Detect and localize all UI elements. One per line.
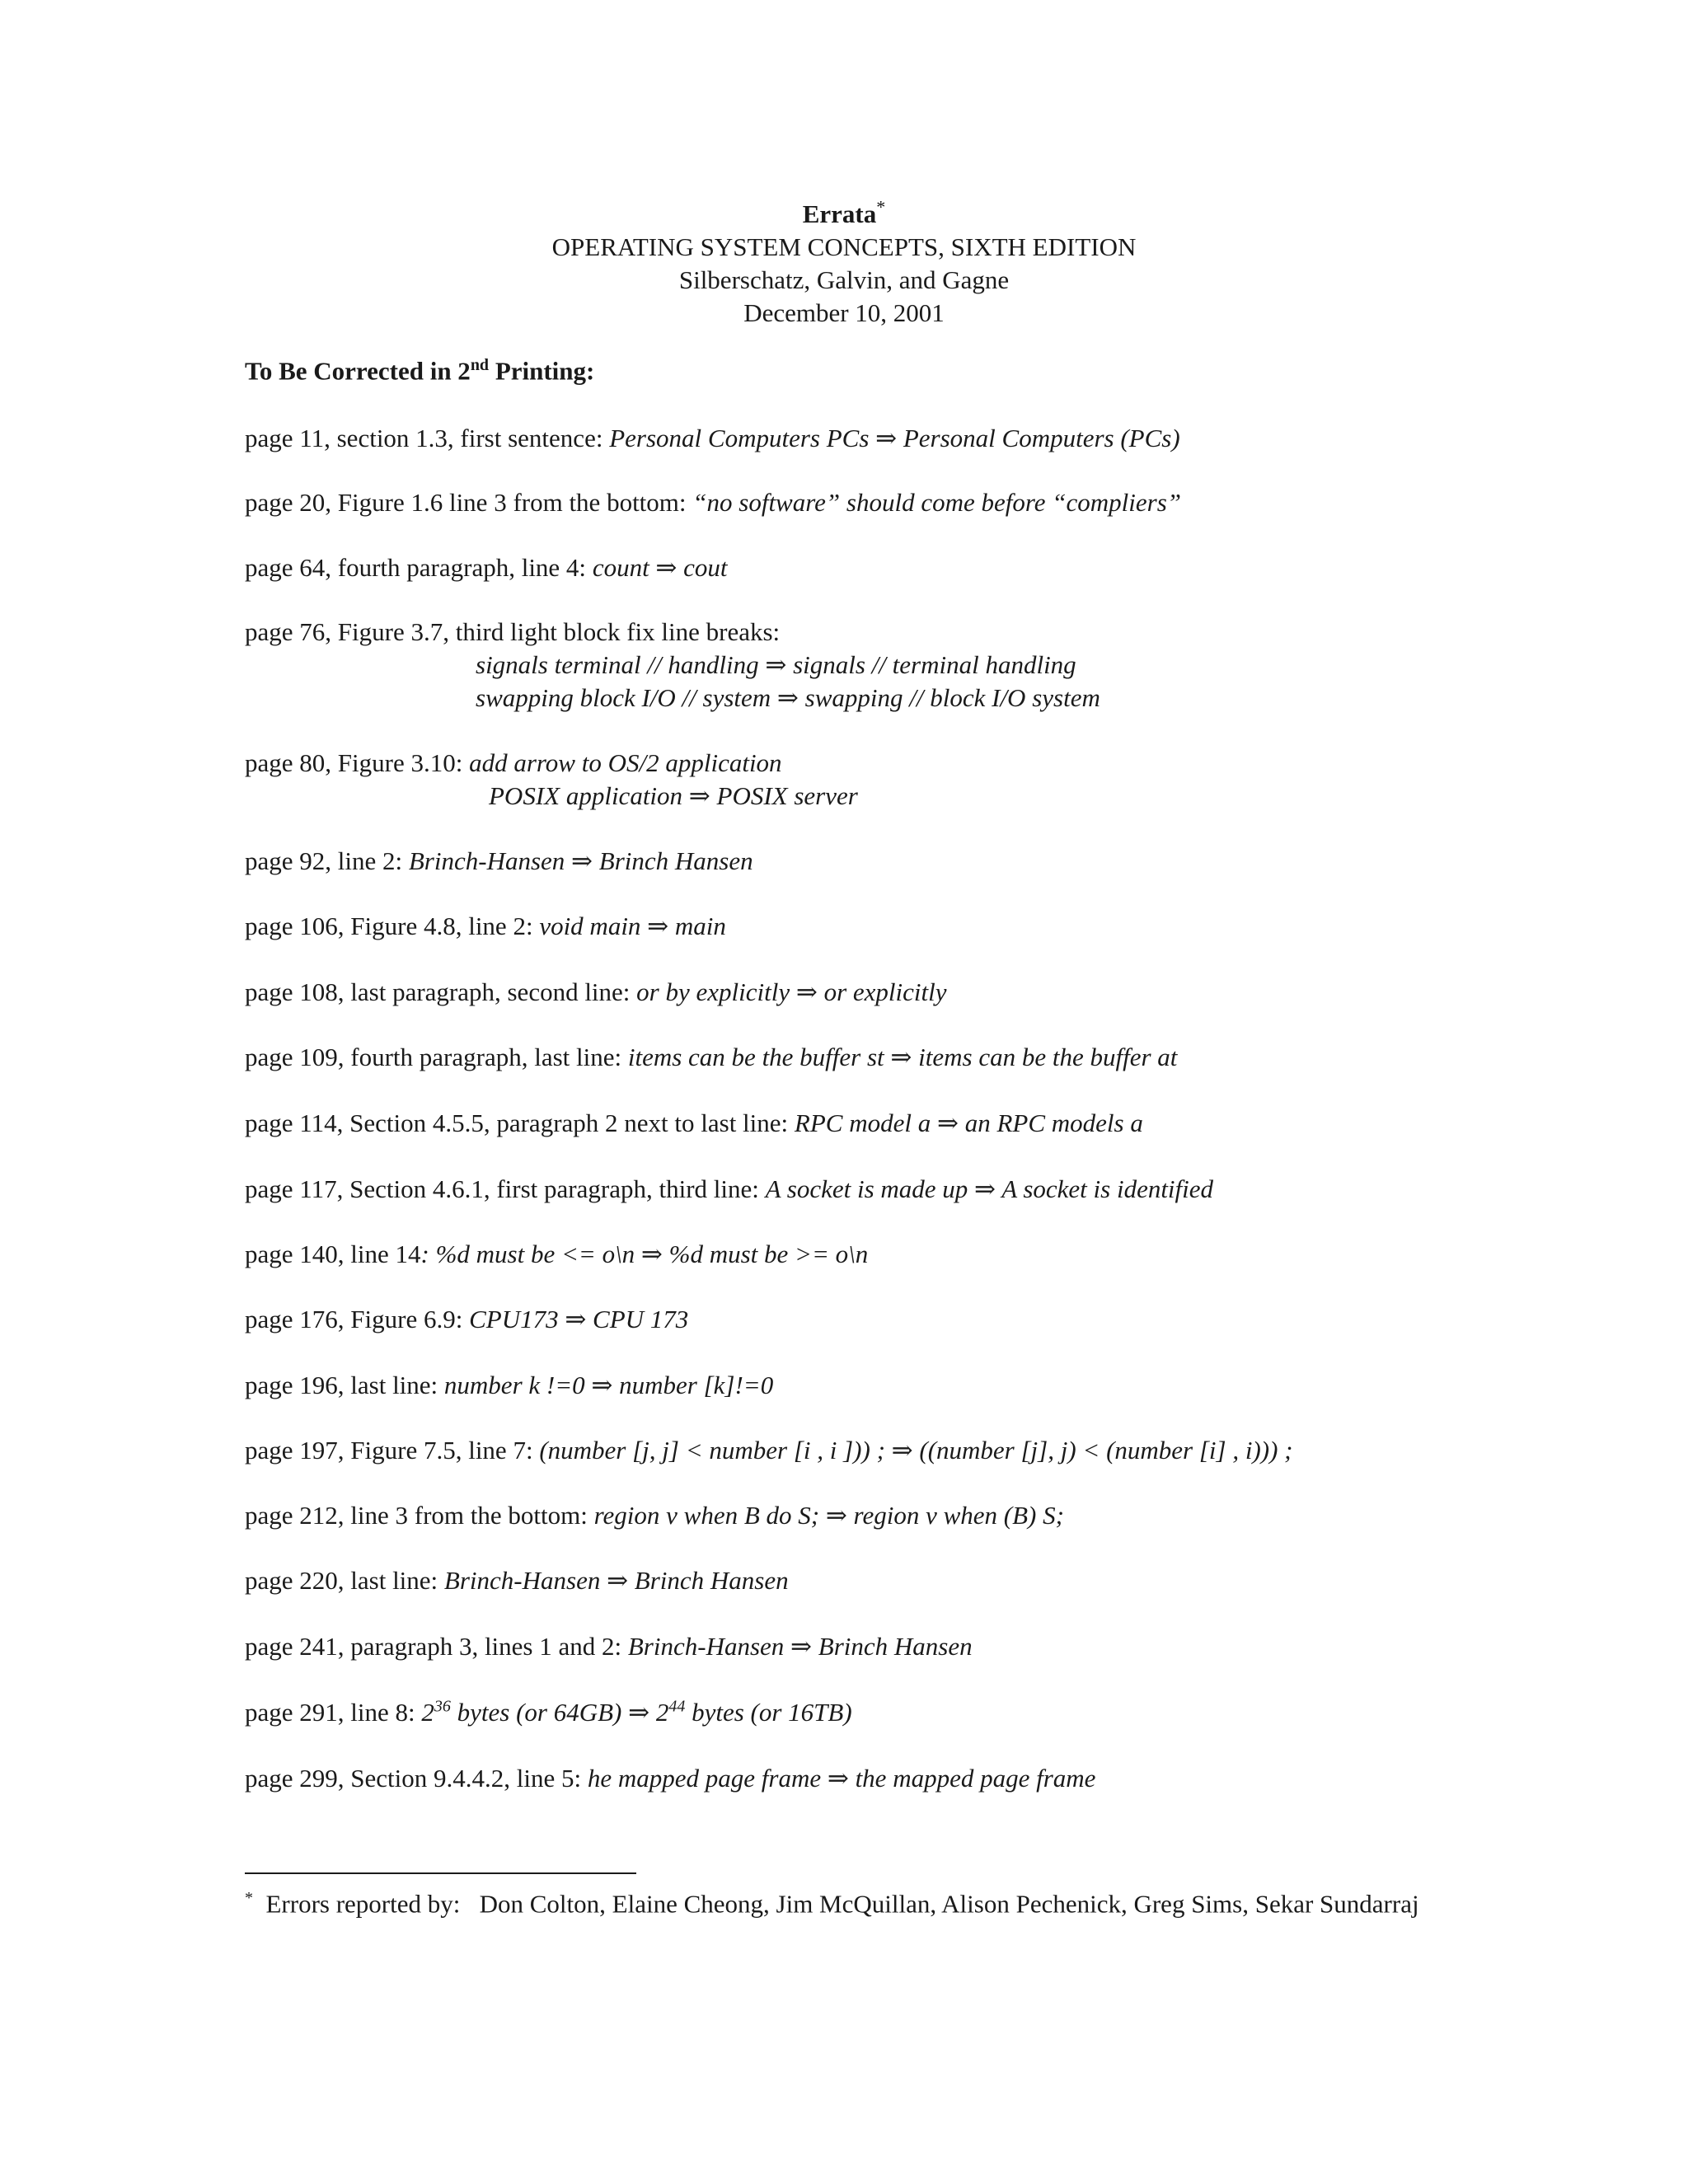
- errata-entry: page 241, paragraph 3, lines 1 and 2: Brinch-Hansen ⇒ Brinch Hansen: [245, 1632, 973, 1661]
- date: December 10, 2001: [743, 298, 945, 327]
- errata-entry: page 176, Figure 6.9: CPU173 ⇒ CPU 173: [245, 1305, 689, 1333]
- errata-entry: page 117, Section 4.6.1, first paragraph, third line: A socket is made up ⇒ A socket is identified: [245, 1174, 1214, 1203]
- errata-entry: page 11, section 1.3, first sentence: Personal Computers PCs ⇒ Personal Computers (PCs): [245, 424, 1180, 452]
- errata-entry: page 140, line 14: %d must be <= o\n ⇒ %d must be >= o\n: [245, 1240, 869, 1268]
- footnote-mark: *: [876, 196, 886, 218]
- errata-entry: page 76, Figure 3.7, third light block fix line breaks: signals terminal // handling ⇒ signals // terminal handling swapping block I/O // system ⇒ swapping // block I/O system: [245, 617, 1100, 712]
- errata-entry: page 197, Figure 7.5, line 7: (number [j, j] < number [i , i ])) ; ⇒ ((number [j], j) < (number [i] , i))) ;: [245, 1436, 1293, 1465]
- errata-entry: page 64, fourth paragraph, line 4: count ⇒ cout: [245, 553, 728, 582]
- footnote: * Errors reported by: Don Colton, Elaine Cheong, Jim McQuillan, Alison Pechenick, Greg Sims, Sekar Sundarraj: [245, 1889, 1419, 1919]
- errata-entry: page 220, last line: Brinch-Hansen ⇒ Brinch Hansen: [245, 1566, 789, 1595]
- footnote-divider: [245, 1872, 636, 1874]
- authors: Silberschatz, Galvin, and Gagne: [678, 265, 1010, 294]
- errata-entry: page 92, line 2: Brinch-Hansen ⇒ Brinch Hansen: [245, 846, 753, 875]
- errata-title: Errata*: [802, 196, 886, 228]
- errata-entry: page 80, Figure 3.10: add arrow to OS/2 application POSIX application ⇒ POSIX server: [245, 748, 858, 810]
- errata-entry: page 212, line 3 from the bottom: region v when B do S; ⇒ region v when (B) S;: [245, 1501, 1064, 1530]
- book-title: OPERATING SYSTEM CONCEPTS, SIXTH EDITION: [551, 232, 1137, 261]
- errata-entry: page 106, Figure 4.8, line 2: void main ⇒ main: [245, 912, 726, 940]
- errata-entry: page 114, Section 4.5.5, paragraph 2 next to last line: RPC model a ⇒ an RPC models a: [245, 1108, 1143, 1137]
- errata-entry: page 109, fourth paragraph, last line: items can be the buffer st ⇒ items can be the buffer at: [245, 1043, 1178, 1071]
- errata-entry: page 291, line 8: $2^{36}$ bytes (or 64GB) ⇒ $2^{44}$ bytes (or 16TB): [245, 1697, 852, 1727]
- document-header: [0, 198, 1688, 330]
- errata-entry: page 299, Section 9.4.4.2, line 5: he mapped page frame ⇒ the mapped page frame: [245, 1764, 1096, 1793]
- errata-entry: page 20, Figure 1.6 line 3 from the bottom: “no software” should come before “compliers”: [245, 488, 1182, 517]
- errata-entry: page 108, last paragraph, second line: or by explicitly ⇒ or explicitly: [245, 977, 947, 1006]
- errata-entry: page 196, last line: number k !=0 ⇒ number [k]!=0: [245, 1371, 774, 1399]
- section-heading: To Be Corrected in 2nd Printing:: [245, 356, 595, 386]
